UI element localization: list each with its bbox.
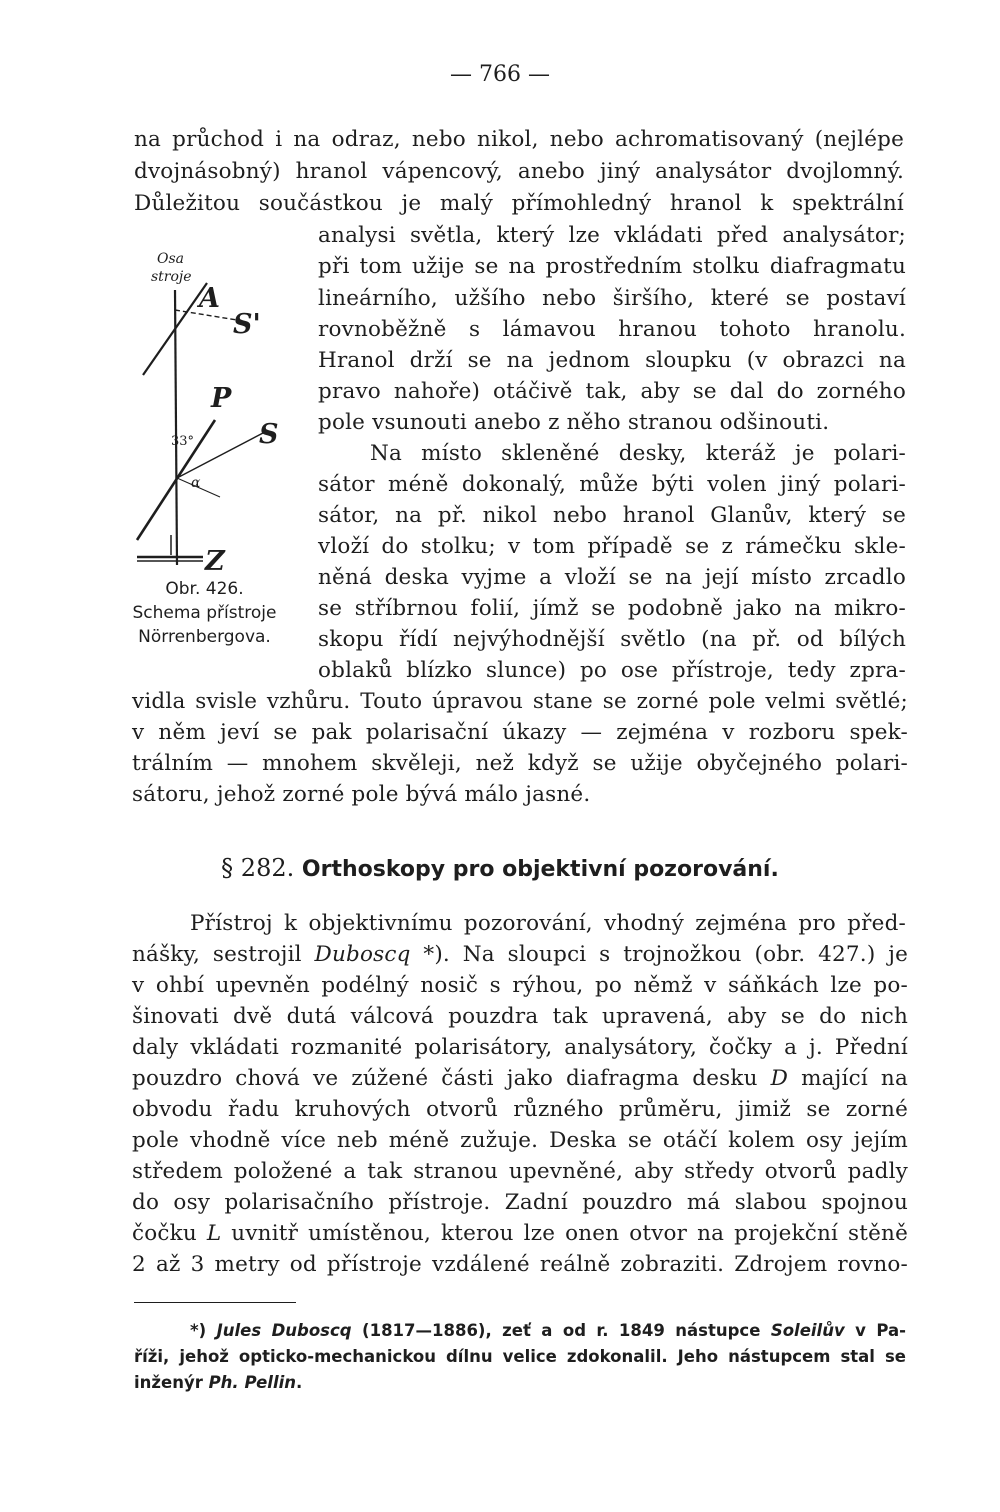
section-heading [0,854,1000,882]
text-line: skopu řídí nejvýhodnější světlo (na př. od bílých [318,627,906,652]
person-name: Duboscq [314,942,411,967]
text-fragment: inženýr [134,1373,209,1392]
text-line: v něm jeví se pak polarisační úkazy — zejména v rozboru spek- [132,720,908,745]
text-line: rovnoběžně s lámavou hranou tohoto hranolu. [318,317,906,342]
text-fragment: obvodu řadu kruhových otvorů různého průměru, jimiž se zorné [132,1097,908,1122]
text-line [132,1220,908,1248]
text-line [132,1158,908,1186]
figure-caption-line2: Nörrenbergova. [138,627,271,647]
section-title: Orthoskopy pro objektivní pozorování. [301,857,779,882]
figure-label-axis-1: Osa [157,251,185,267]
footnote-line [134,1370,906,1396]
text-line: se stříbrnou folií, jímž se podobně jako na mikro- [318,596,906,621]
footnote-rule [134,1302,296,1303]
text-line [132,1251,908,1279]
text-line: dvojnásobný) hranol vápencový, anebo jiný analysátor dvojlomný. [134,159,904,184]
text-fragment: v Pa- [844,1321,906,1340]
figure-label-angle: 33° [171,434,195,449]
text-line: lineárního, užšího nebo širšího, které se postaví [318,286,906,311]
text-line: Hranol drží se na jednom sloupku (v obrazci na [318,348,906,373]
figure-axis-line [175,290,177,565]
text-fragment: šinovati dvě dutá válcová pouzdra tak upravená, aby se do nich [132,1004,908,1029]
figure-426-diagram [125,235,310,575]
text-line: trálním — mnohem skvěleji, než když se užije obyčejného polari- [132,751,908,776]
text-line: na průchod i na odraz, nebo nikol, nebo achromatisovaný (nejlépe [134,127,904,152]
person-name: Soleilův [770,1321,845,1340]
text-line: analysi světla, který lze vkládati před analysátor; [318,223,906,248]
text-fragment: *). Na sloupci s trojnožkou (obr. 427.) je [410,942,909,967]
text-line [132,1065,908,1093]
section-number: § 282. [221,854,295,882]
text-fragment: . [296,1373,303,1392]
figure-label-P: P [211,383,232,414]
text-fragment: v ohbí upevněn podélný nosič s rýhou, po němž v sáňkách lze po- [132,973,908,998]
footnote-marker: *) [190,1321,217,1340]
text-fragment: mající na [788,1066,908,1091]
text-line [132,1034,908,1062]
figure-caption-number: Obr. 426. [165,579,244,599]
text-line: sátoru, jehož zorné pole bývá málo jasné. [132,782,591,807]
text-fragment: 2 až 3 metry od přístroje vzdálené reálně zobraziti. Zdrojem rovno- [132,1252,908,1277]
text-fragment: daly vkládati rozmanité polarisátory, analysátory, čočky a j. Přední [132,1035,908,1060]
text-fragment: středem položené a tak stranou upevněné, aby středy otvorů padly [132,1159,908,1184]
text-fragment: čočku [132,1221,207,1246]
text-fragment: uvnitř umístěnou, kterou lze onen otvor na projekční stěně [221,1221,909,1246]
text-fragment: do osy polarisačního přístroje. Zadní pouzdro má slabou spojnou [132,1190,908,1215]
figure-caption-line1: Schema přístroje [132,603,277,623]
figure-label-alpha: α [191,475,201,491]
text-line: vidla svisle vzhůru. Touto úpravou stane se zorné pole velmi světlé; [132,689,908,714]
text-line: Důležitou součástkou je malý přímohledný hranol k spektrální [134,191,904,216]
text-line [132,1189,908,1217]
text-line: Na místo skleněné desky, kteráž je polari- [370,441,906,466]
text-line: pravo nahoře) otáčivě tak, aby se dal do zorného [318,379,906,404]
text-fragment: (1817—1886), zeť a od r. 1849 nástupce [351,1321,771,1340]
text-line [132,941,908,969]
figure-label-Z: Z [205,546,225,575]
text-line: něná deska vyjme a vloží se na její místo zrcadlo [318,565,906,590]
figure-label-axis-2: stroje [151,269,192,285]
footnote-line: říži, jehož opticko-mechanickou dílnu velice zdokonalil. Jeho nástupcem stal se [134,1347,906,1366]
figure-426 [125,235,310,575]
text-fragment: nášky, sestrojil [132,942,315,967]
text-line: sátor méně dokonalý, může býti volen jiný polari- [318,472,906,497]
text-line: vloží do stolku; v tom případě se z rámečku skle- [318,534,906,559]
footnote-line [190,1318,906,1344]
figure-label-S: S [259,419,279,450]
text-line [132,972,908,1000]
symbol-label: L [206,1221,222,1246]
text-fragment: pouzdro chová ve zúžené části jako diafragma desku [132,1066,771,1091]
text-fragment: pole vhodně více neb méně zužuje. Deska se otáčí kolem osy jejím [132,1128,908,1153]
text-line [132,1096,908,1124]
text-line [190,910,906,938]
figure-label-S-prime: S' [233,309,261,340]
text-line: při tom užije se na prostředním stolku diafragmatu [318,254,906,279]
text-line: sátor, na př. nikol nebo hranol Glanův, který se [318,503,906,528]
text-fragment: Přístroj k objektivnímu pozorování, vhodný zejména pro před- [190,911,906,936]
person-name: Ph. Pellin [208,1373,297,1392]
symbol-label: D [770,1066,789,1091]
person-name: Jules Duboscq [216,1321,352,1340]
page-number: — 766 — [450,62,550,87]
figure-label-A: A [199,283,220,314]
text-line [132,1003,908,1031]
text-line: oblaků blízko slunce) po ose přístroje, tedy zpra- [318,658,906,683]
text-line: pole vsunouti anebo z něho stranou odšinouti. [318,410,830,435]
text-line [132,1127,908,1155]
